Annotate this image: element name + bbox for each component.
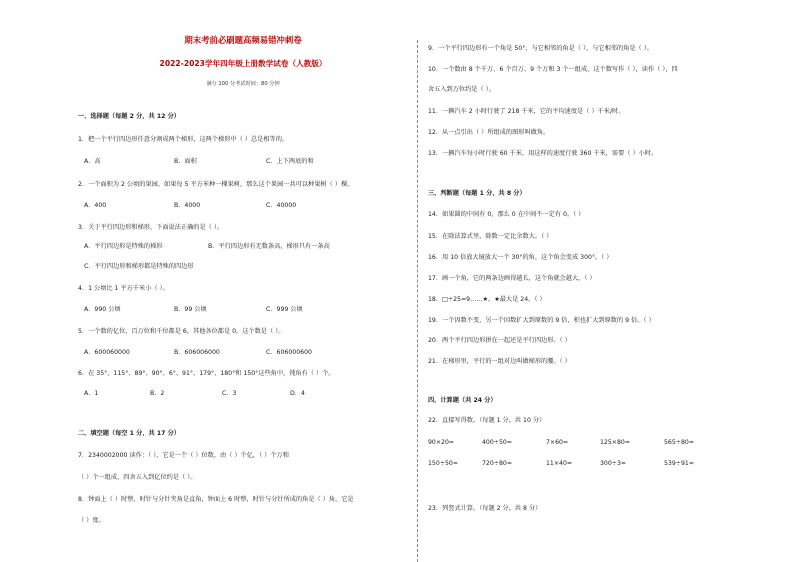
section-fill: 二、填空题（每空 1 分，共 17 分）: [78, 430, 180, 437]
question-7-line-2: （ ）个一组成，四舍五入到亿位约是（ ）。: [78, 474, 197, 481]
question-18: 18．□÷25=9……★，★最大是 24。（ ）: [428, 296, 546, 303]
q2-option-b: B．4000: [174, 202, 201, 209]
q2-option-a: A．400: [84, 202, 107, 209]
q6-option-b: B．2: [150, 390, 165, 397]
question-15: 15．在除法算式里，除数一定比余数大。（ ）: [428, 233, 553, 240]
right-column: [428, 0, 773, 562]
calc-item: 720÷80=: [482, 460, 513, 467]
question-9: 9．一个平行四边形有一个角是 50°，与它相邻的角是（ ），与它相邻的角是（ ）。: [428, 45, 653, 52]
column-divider: [417, 40, 418, 562]
question-8-line-2: （ ）度。: [78, 517, 105, 524]
q5-option-c: C．606000600: [266, 349, 312, 356]
q1-option-a: A．高: [84, 158, 101, 165]
calc-item: 539÷91≈: [664, 460, 695, 467]
calc-item: 125×80=: [600, 439, 631, 446]
question-5: 5．一个数的亿位、百万位和千位都是 6，其他各位都是 0，这个数是（ ）。: [78, 328, 285, 335]
question-17: 17．画一个角，它的两条边画得越长，这个角就会越大。（ ）: [428, 275, 596, 282]
question-20: 20．两个平行四边形拼在一起还是平行四边形。（ ）: [428, 337, 571, 344]
question-13: 13．一辆汽车每小时行驶 60 千米，用这样的速度行驶 360 千米，需要（ ）小时。: [428, 150, 658, 157]
q2-option-c: C．40000: [266, 202, 297, 209]
question-16: 16．用 10 倍放大镜放大一个 30°的角，这个角会变成 300°。（ ）: [428, 254, 613, 261]
question-2: 2．一个面积为 2 公顷的果园，如果每 5 平方米种一棵果树，那么这个果园一共可以种果树（ ）棵。: [78, 181, 354, 188]
question-11: 11．一辆汽车 2 小时行驶了 218 千米，它的平均速度是（ ）千米/时。: [428, 108, 625, 115]
exam-title: 期末考前必刷题高频易错冲刺卷: [184, 35, 302, 45]
q4-option-a: A．990 公顷: [84, 306, 121, 313]
q4-option-c: C．999 公顷: [266, 306, 303, 313]
question-14: 14．如果圆的中间有 0，那么 0 在中间不一定有 0。（ ）: [428, 211, 585, 218]
question-22: 22．直接写得数。（每题 1 分，共 10 分）: [428, 417, 546, 424]
q6-option-c: C．3: [222, 390, 237, 397]
q6-option-d: D．4: [290, 390, 305, 397]
question-4: 4．1 公顷比 1 平方千米小（ ）。: [78, 285, 169, 292]
section-choice: 一、选择题（每题 2 分，共 12 分）: [78, 113, 180, 120]
calc-item: 90×20=: [428, 439, 455, 446]
q3-option-c: C．平行四边形和梯形都是特殊的四边形: [84, 263, 194, 270]
q5-option-b: B．606006000: [174, 349, 220, 356]
question-8-line-1: 8．钟面上（ ）时整，时针与分针夹角是直角，钟面上 6 时整，时针与分针所成的角是（ ）角，它是: [78, 496, 354, 503]
calc-item: 565÷80≈: [664, 439, 695, 446]
question-7-line-1: 7．2340002000 读作：（ ），它是一个（ ）位数，由（ ）个亿，（ ）个万和: [78, 452, 289, 459]
q5-option-a: A．600060000: [84, 349, 130, 356]
q1-option-c: C．上下两底的和: [266, 158, 314, 165]
calc-item: 7×60=: [546, 439, 569, 446]
exam-meta: 满分 100 分考试时间：80 分钟: [206, 81, 280, 87]
q6-option-a: A．1: [84, 390, 99, 397]
q4-option-b: B．99 公顷: [174, 306, 207, 313]
calc-item: 300÷3=: [600, 460, 627, 467]
question-6: 6．在 35°、115°、89°、90°、6°、91°、179°、180°和 150°这些角中，钝角有（ ）个。: [78, 370, 335, 377]
q3-option-b: B．平行四边形有无数条高，梯形只有一条高: [208, 243, 330, 250]
calc-item: 11×40=: [546, 460, 573, 467]
question-12: 12．从一点引出（ ）所组成的图形叫做角。: [428, 129, 550, 136]
exam-subtitle: 2022-2023学年四年级上册数学试卷（人教版）: [159, 59, 327, 68]
section-calc: 四、计算题（共 24 分）: [428, 397, 497, 404]
section-judge: 三、判断题（每题 1 分，共 8 分）: [428, 190, 526, 197]
left-column: [78, 0, 408, 562]
question-3: 3．关于平行四边形和梯形，下面说法正确的是（ ）。: [78, 224, 224, 231]
q3-option-a: A．平行四边形是特殊的梯形: [84, 243, 163, 250]
question-21: 21．在梯形里，平行的一组对边叫做梯形的腰。（ ）: [428, 358, 571, 365]
question-23: 23．列竖式计算。（每题 2 分，共 8 分）: [428, 505, 542, 512]
calc-item: 400÷50=: [482, 439, 513, 446]
question-10-line-2: 舍五入到万位约是（ ）。: [428, 86, 495, 93]
calc-item: 150÷50=: [428, 460, 459, 467]
question-19: 19．一个因数不变，另一个因数扩大到原数的 9 倍，积也扩大到原数的 9 倍。（ ）: [428, 317, 655, 324]
question-10-line-1: 10．一个数由 8 个千万、6 个百万、9 个万和 3 个一组成，这个数写作（ ），读作（ ），四: [428, 66, 678, 73]
question-1: 1．把一个平行四边形任意分割成两个梯形，这两个梯形中（ ）总是相等的。: [78, 136, 289, 143]
q1-option-b: B．面积: [174, 158, 197, 165]
